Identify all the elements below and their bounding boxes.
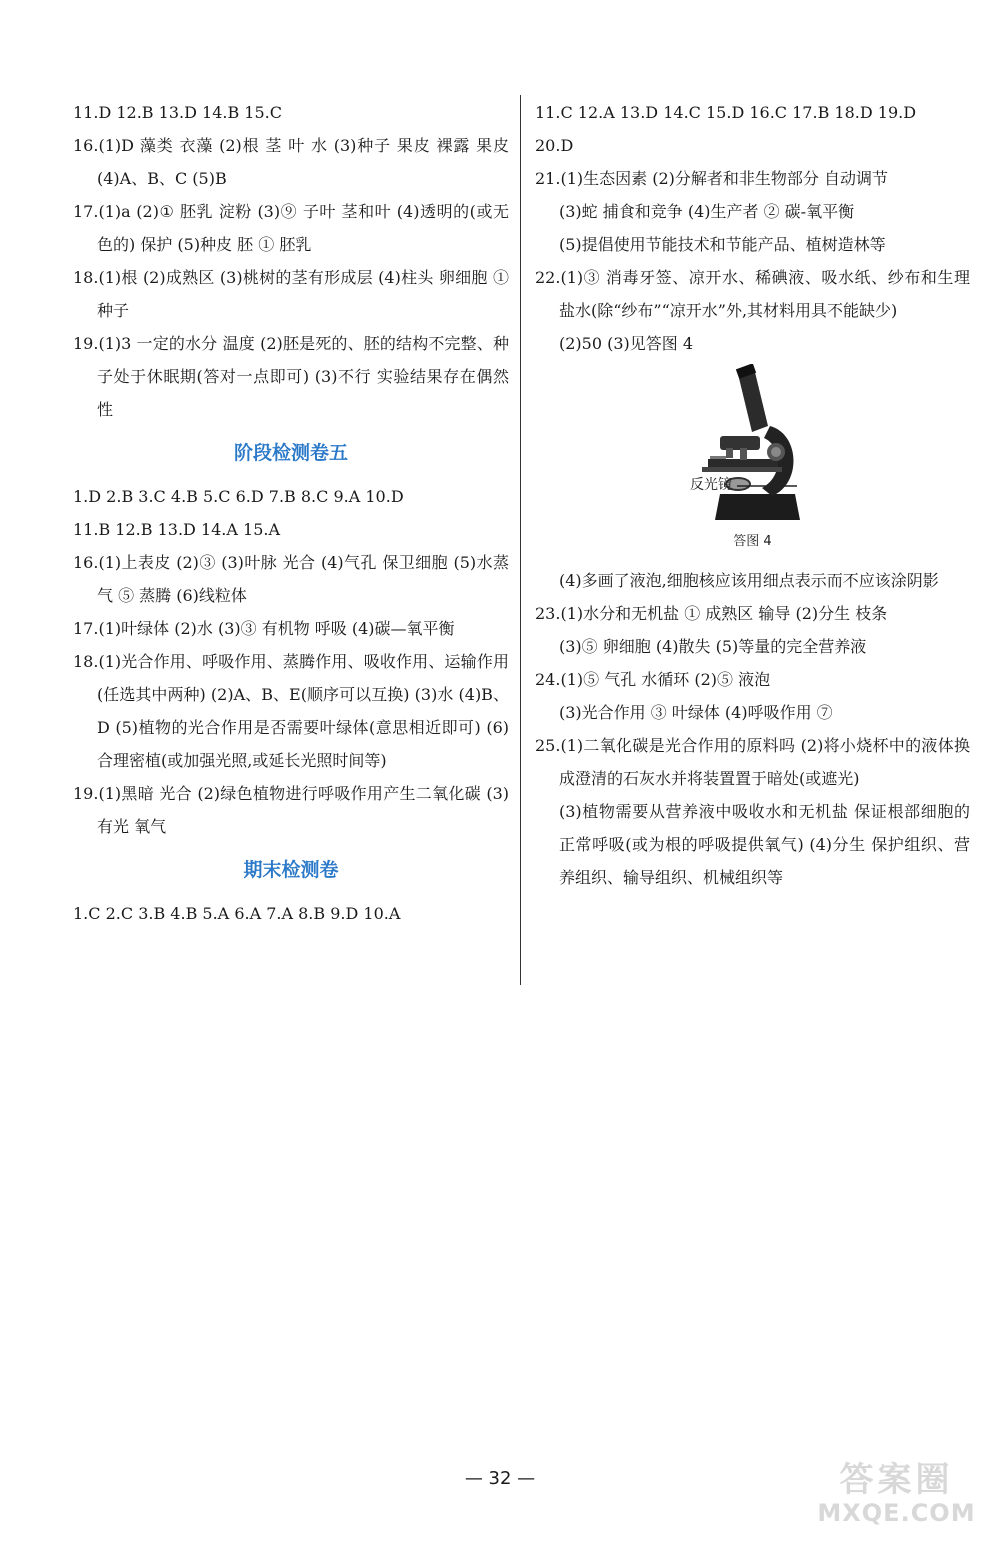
right-column-bottom [535, 564, 970, 894]
watermark-url: MXQE.COM [817, 1499, 976, 1527]
answer-line: (3)蛇 捕食和竞争 (4)生产者 ② 碳-氧平衡 [559, 202, 855, 221]
answer-line: 23.(1)水分和无机盐 ① 成熟区 输导 (2)分生 枝条 [535, 604, 888, 623]
answer-line: 25.(1)二氧化碳是光合作用的原料吗 (2)将小烧杯中的液体换成澄清的石灰水并将装置置于暗处(或遮光) [535, 736, 970, 788]
answer-line: 17.(1)叶绿体 (2)水 (3)③ 有机物 呼吸 (4)碳—氧平衡 [73, 619, 455, 638]
answer-line: (5)提倡使用节能技术和节能产品、植树造林等 [559, 235, 886, 254]
mirror-label: 反光镜 [690, 477, 732, 493]
answer-line: (2)50 (3)见答图 4 [559, 334, 694, 353]
watermark-logo-text: 答案圈 [839, 1460, 954, 1500]
answer-line: 22.(1)③ 消毒牙签、凉开水、稀碘液、吸水纸、纱布和生理盐水(除“纱布”“凉开水”外,其材料用具不能缺少) [535, 268, 970, 320]
answer-line: 18.(1)根 (2)成熟区 (3)桃树的茎有形成层 (4)柱头 卵细胞 ① 种子 [73, 268, 509, 320]
answer-line: 1.D 2.B 3.C 4.B 5.C 6.D 7.B 8.C 9.A 10.D [73, 487, 404, 506]
answer-line: 20.D [535, 136, 574, 155]
page-number: — 32 — [464, 1468, 536, 1489]
answer-line: 11.B 12.B 13.D 14.A 15.A [73, 520, 281, 539]
answer-line: 16.(1)上表皮 (2)③ (3)叶脉 光合 (4)气孔 保卫细胞 (5)水蒸气 ⑤ 蒸腾 (6)线粒体 [73, 553, 509, 605]
answer-line: 1.C 2.C 3.B 4.B 5.A 6.A 7.A 8.B 9.D 10.A [73, 904, 401, 923]
answer-line: (4)多画了液泡,细胞核应该用细点表示而不应该涂阴影 [559, 571, 939, 590]
left-column [73, 96, 509, 930]
watermark [809, 1460, 984, 1528]
answer-line: 21.(1)生态因素 (2)分解者和非生物部分 自动调节 [535, 169, 888, 188]
answer-line: 19.(1)黑暗 光合 (2)绿色植物进行呼吸作用产生二氧化碳 (3)有光 氧气 [73, 784, 509, 836]
answer-line: (3)植物需要从营养液中吸收水和无机盐 保证根部细胞的正常呼吸(或为根的呼吸提供氧气) (4)分生 保护组织、营养组织、输导组织、机械组织等 [559, 802, 970, 887]
label-leader-line [737, 483, 797, 489]
right-column [535, 96, 970, 894]
answer-line: (3)⑤ 卵细胞 (4)散失 (5)等量的完全营养液 [559, 637, 867, 656]
microscope-figure [535, 364, 970, 564]
right-column-top [535, 96, 970, 360]
microscope-icon [680, 364, 810, 524]
section-heading: 期末检测卷 [243, 859, 339, 881]
column-divider [520, 95, 521, 985]
answer-line: 16.(1)D 藻类 衣藻 (2)根 茎 叶 水 (3)种子 果皮 裸露 果皮 (4)A、B、C (5)B [73, 136, 509, 188]
answer-line: (3)光合作用 ③ 叶绿体 (4)呼吸作用 ⑦ [559, 703, 833, 722]
answer-line: 11.C 12.A 13.D 14.C 15.D 16.C 17.B 18.D 19.D [535, 103, 917, 122]
answer-line: 24.(1)⑤ 气孔 水循环 (2)⑤ 液泡 [535, 670, 771, 689]
answer-line: 11.D 12.B 13.D 14.B 15.C [73, 103, 282, 122]
answer-line: 18.(1)光合作用、呼吸作用、蒸腾作用、吸收作用、运输作用(任选其中两种) (2)A、B、E(顺序可以互换) (3)水 (4)B、D (5)植物的光合作用是否需要叶绿体(意思相近即可) (6)合理密植(或加强光照,或延长光照时间等) [73, 652, 509, 770]
section-heading: 阶段检测卷五 [233, 442, 348, 464]
figure-caption: 答图 4 [733, 534, 772, 549]
answer-line: 19.(1)3 一定的水分 温度 (2)胚是死的、胚的结构不完整、种子处于休眠期(答对一点即可) (3)不行 实验结果存在偶然性 [73, 334, 509, 419]
answer-line: 17.(1)a (2)① 胚乳 淀粉 (3)⑨ 子叶 茎和叶 (4)透明的(或无色的) 保护 (5)种皮 胚 ① 胚乳 [73, 202, 509, 254]
